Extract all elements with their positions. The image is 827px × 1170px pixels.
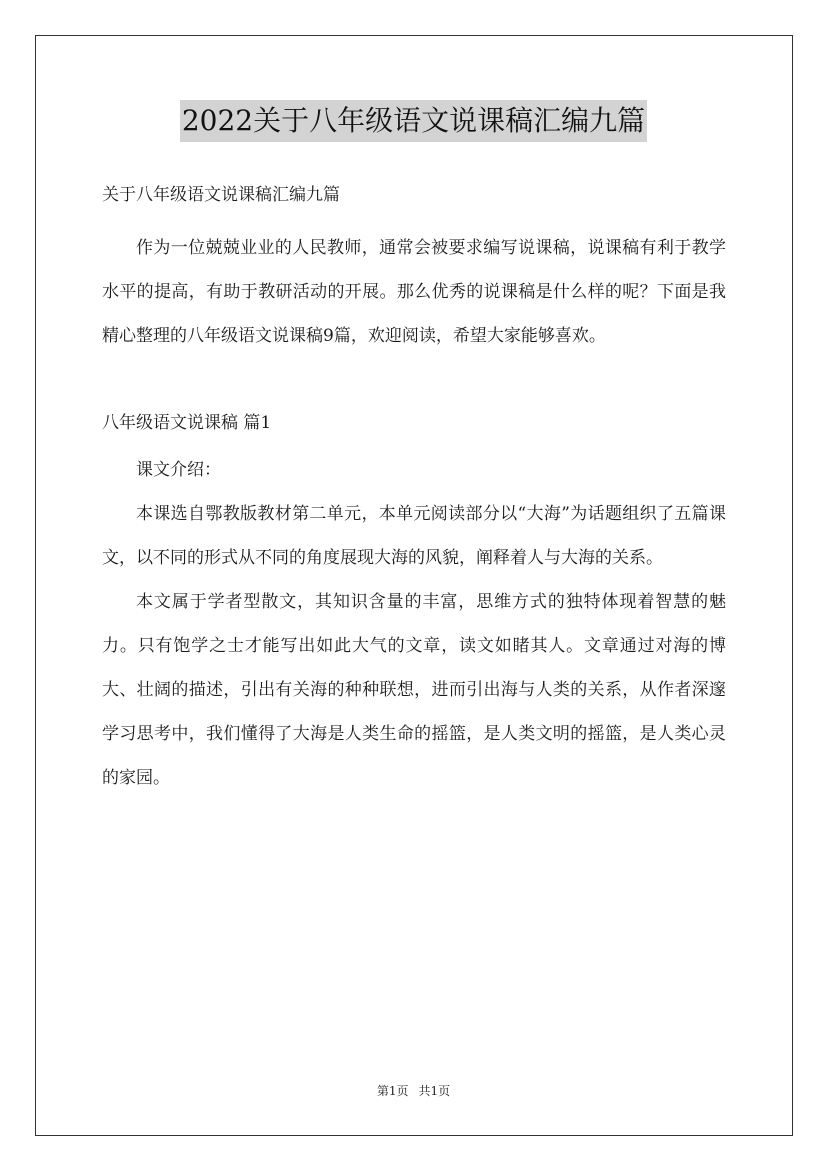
document-title: 2022关于八年级语文说课稿汇编九篇 — [180, 100, 647, 142]
section-heading: 八年级语文说课稿 篇1 — [102, 413, 272, 433]
lesson-intro-label: 课文介绍： — [136, 460, 221, 480]
document-body — [102, 176, 726, 800]
page-number-current: 第1页 — [376, 1084, 409, 1098]
body-paragraph-1: 本课选自鄂教版教材第二单元，本单元阅读部分以“大海”为话题组织了五篇课文，以不同的形式从不同的角度展现大海的风貌，阐释着人与大海的关系。 — [102, 504, 726, 568]
body-paragraph-2: 本文属于学者型散文，其知识含量的丰富，思维方式的独特体现着智慧的魅力。只有饱学之士才能写出如此大气的文章，读文如睹其人。文章通过对海的博大、壮阔的描述，引出有关海的种种联想，进而引出海与人类的关系，从作者深邃学习思考中，我们懂得了大海是人类生命的摇篮，是人类文明的摇篮，是人类心灵的家园。 — [102, 592, 726, 788]
intro-paragraph: 作为一位兢兢业业的人民教师，通常会被要求编写说课稿，说课稿有利于教学水平的提高，有助于教研活动的开展。那么优秀的说课稿是什么样的呢？下面是我精心整理的八年级语文说课稿9篇，欢迎阅读，希望大家能够喜欢。 — [102, 238, 726, 346]
page-number-total: 共1页 — [418, 1084, 451, 1098]
document-subtitle: 关于八年级语文说课稿汇编九篇 — [102, 185, 340, 205]
page-footer — [0, 1083, 827, 1099]
title-container — [0, 100, 827, 142]
